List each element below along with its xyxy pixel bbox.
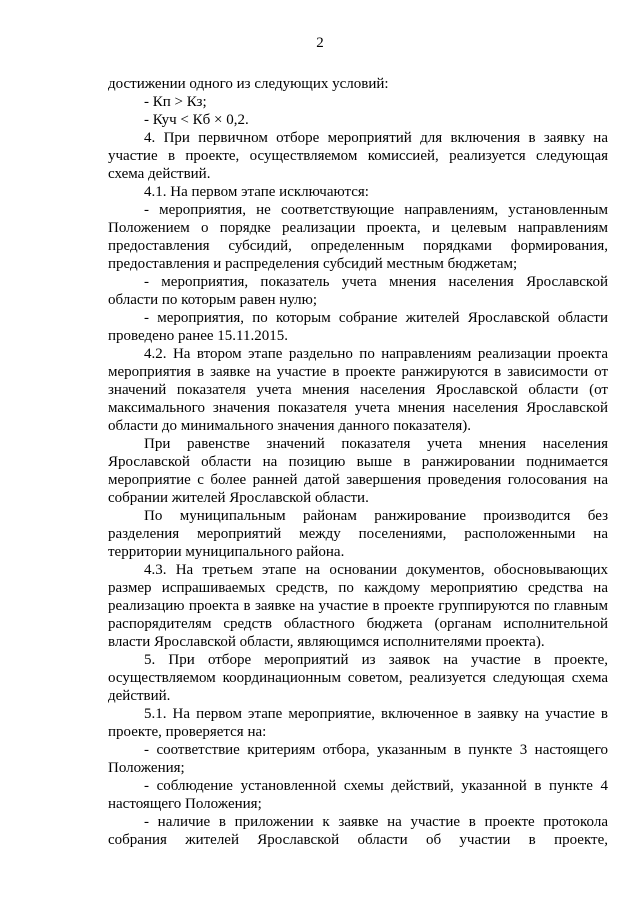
paragraph: При равенстве значений показателя учета мнения населения Ярославской области на позицию выше в ранжировании поднимается мероприятие с более ранней датой завершения проведения голосования на собрании жителей Ярославской области. <box>108 436 608 506</box>
paragraph: 4.2. На втором этапе раздельно по направлениям реализации проекта мероприятия в заявке на участие в проекте ранжируются в зависимости от значений показателя учета мнения населения Ярославской области (от максимального значения показателя учета мнения населения Ярославской области до минимального значения данного показателя). <box>108 346 608 434</box>
paragraph: 4.3. На третьем этапе на основании документов, обосновывающих размер испрашиваемых средств, по каждому мероприятию средства на реализацию проекта в заявке на участие в проекте группируются по главным распорядителям средств областного бюджета (органам исполнительной власти Ярославской области, являющимся исполнителями проекта). <box>108 562 608 650</box>
paragraph: - соответствие критериям отбора, указанным в пункте 3 настоящего Положения; <box>108 742 608 776</box>
paragraph: - Куч < Кб × 0,2. <box>144 112 249 128</box>
paragraph: По муниципальным районам ранжирование производится без разделения мероприятий между поселениями, расположенными на территории муниципального района. <box>108 508 608 560</box>
document-body <box>108 75 608 849</box>
paragraph: достижении одного из следующих условий: <box>108 76 389 92</box>
paragraph: 5.1. На первом этапе мероприятие, включенное в заявку на участие в проекте, проверяется на: <box>108 706 608 740</box>
paragraph: - мероприятия, по которым собрание жителей Ярославской области проведено ранее 15.11.2015. <box>108 310 608 344</box>
paragraph: - соблюдение установленной схемы действий, указанной в пункте 4 настоящего Положения; <box>108 778 608 812</box>
paragraph: - Кп > Кз; <box>144 94 207 110</box>
paragraph: 4. При первичном отборе мероприятий для включения в заявку на участие в проекте, осуществляемом комиссией, реализуется следующая схема действий. <box>108 130 608 182</box>
page-number: 2 <box>316 35 324 51</box>
paragraph: 5. При отборе мероприятий из заявок на участие в проекте, осуществляемом координационным советом, реализуется следующая схема действий. <box>108 652 608 704</box>
paragraph: - мероприятия, показатель учета мнения населения Ярославской области по которым равен нулю; <box>108 274 608 308</box>
paragraph: 4.1. На первом этапе исключаются: <box>144 184 369 200</box>
paragraph: - наличие в приложении к заявке на участие в проекте протокола собрания жителей Ярославской области об участии в проекте, <box>108 814 608 848</box>
paragraph: - мероприятия, не соответствующие направлениям, установленным Положением о порядке реализации проекта, и целевым направлениям предоставления субсидий, определенным порядками формирования, предоставления и распределения субсидий местным бюджетам; <box>108 202 608 272</box>
